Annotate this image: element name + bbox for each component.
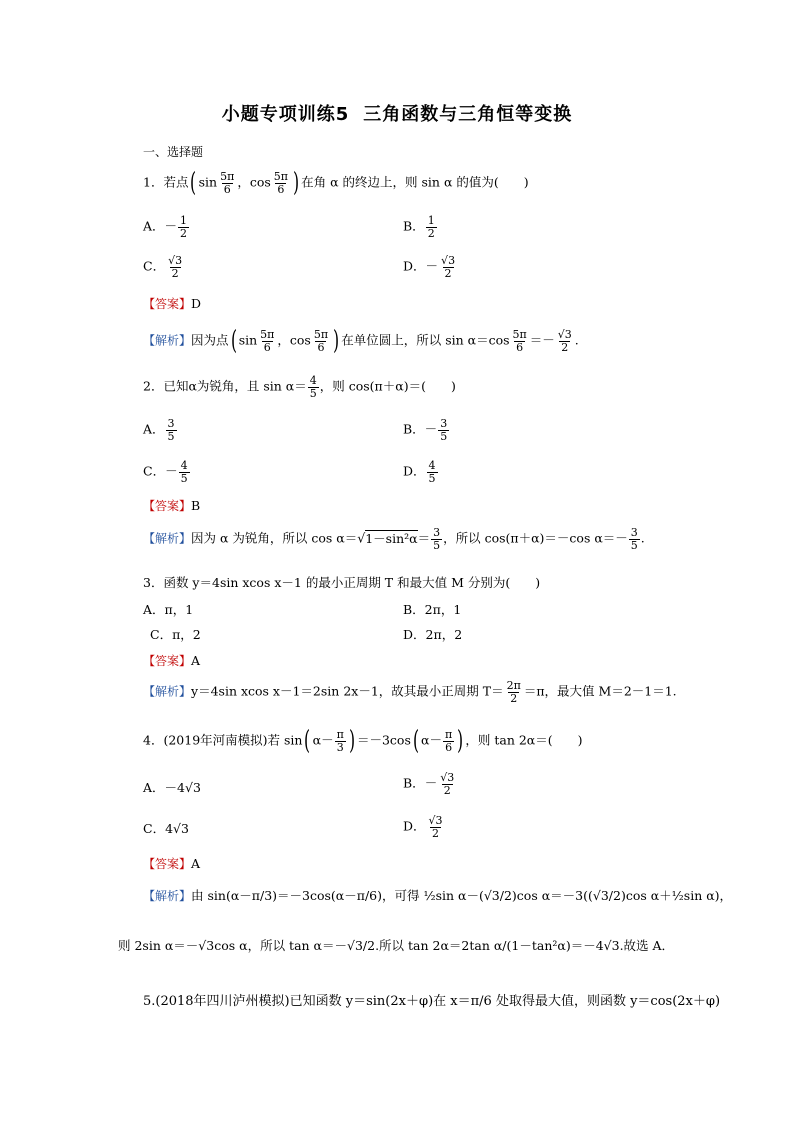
question-4-analysis-line-2: 则 2sin α＝－√3cos α，所以 tan α＝－√3/2.所以 tan 2α＝2tan α/(1－tan²α)＝－4√3.故选 A．	[118, 938, 675, 953]
question-1-option-d[interactable]: D．－ $\frac{√3}{2}$	[403, 254, 456, 280]
question-4-stem: 4．(2019年河南模拟)若 sin( α－ $\frac{\pi}{3}$ ) ＝－3cos( α－ $\frac{\pi}{6}$ ) ，则 tan 2α＝( )	[143, 726, 583, 756]
question-5-stem-partial: 5.(2018年四川泸州模拟)已知函数 y＝sin(2x＋φ)在 x＝π/6 处取得最大值，则函数 y＝cos(2x＋φ)	[143, 994, 721, 1009]
question-1-option-b[interactable]: B． $\frac{1}{2}$	[403, 214, 435, 240]
question-2-option-c[interactable]: C．－ $\frac{4}{5}$	[143, 459, 188, 485]
question-4-option-c[interactable]: C．4√3	[143, 821, 189, 836]
question-3-option-a[interactable]: A．π，1	[143, 602, 194, 617]
question-4-option-d[interactable]: D． $\frac{√3}{2}$	[403, 814, 443, 840]
question-3-option-b[interactable]: B．2π，1	[403, 602, 462, 617]
question-1-analysis: 【解析】因为点( sin $\frac{5\pi}{6}$ ，cos $\frac{5\pi}{6}$ ) 在单位圆上，所以 sin α＝cos $\frac{5\pi}{6}$ ＝－ $\frac{√3}{2}$ .	[143, 326, 579, 356]
section-heading: 一、选择题	[143, 145, 204, 159]
question-2-option-a[interactable]: A． $\frac{3}{5}$	[143, 417, 175, 443]
question-4-option-a[interactable]: A．－4√3	[143, 780, 201, 795]
question-3-option-c[interactable]: C．π，2	[150, 627, 201, 642]
question-1-option-a[interactable]: A．－ $\frac{1}{2}$	[143, 214, 188, 240]
question-4-analysis-line-1: 【解析】由 sin(α－π/3)＝－3cos(α－π/6)，可得 ½sin α－(√3/2)cos α＝－3((√3/2)cos α＋½sin α)，	[143, 888, 733, 903]
question-2-analysis: 【解析】因为 α 为锐角，所以 cos α＝√1－sin²α＝ $\frac{3}{5}$ ，所以 cos(π＋α)＝－cos α＝－ $\frac{3}{5}$ .	[143, 526, 645, 552]
question-4-answer: 【答案】A	[143, 856, 201, 871]
question-1-answer: 【答案】D	[143, 296, 202, 311]
question-3-stem: 3．函数 y＝4sin xcos x－1 的最小正周期 T 和最大值 M 分别为( )	[143, 575, 541, 590]
question-2-option-b[interactable]: B．－ $\frac{3}{5}$	[403, 417, 448, 443]
page-title	[0, 100, 794, 126]
question-3-answer: 【答案】A	[143, 653, 201, 668]
question-2-answer: 【答案】B	[143, 498, 201, 513]
question-3-analysis: 【解析】y＝4sin xcos x－1＝2sin 2x－1，故其最小正周期 T＝ $\frac{2\pi}{2}$ ＝π，最大值 M＝2－1＝1.	[143, 679, 677, 705]
question-2-option-d[interactable]: D． $\frac{4}{5}$	[403, 459, 436, 485]
question-4-option-b[interactable]: B．－ $\frac{√3}{2}$	[403, 771, 455, 797]
question-2-stem: 2．已知α为锐角，且 sin α＝ $\frac{4}{5}$ ，则 cos(π＋α)＝( )	[143, 374, 456, 400]
question-1-stem: 1．若点( sin $\frac{5\pi}{6}$ ，cos $\frac{5\pi}{6}$ ) 在角 α 的终边上，则 sin α 的值为( )	[143, 168, 529, 198]
question-3-option-d[interactable]: D．2π，2	[403, 627, 463, 642]
question-1-option-c[interactable]: C． $\frac{√3}{2}$	[143, 254, 183, 280]
title-sub: 三角函数与三角恒等变换	[363, 104, 573, 125]
title-main: 小题专项训练5	[221, 104, 350, 125]
